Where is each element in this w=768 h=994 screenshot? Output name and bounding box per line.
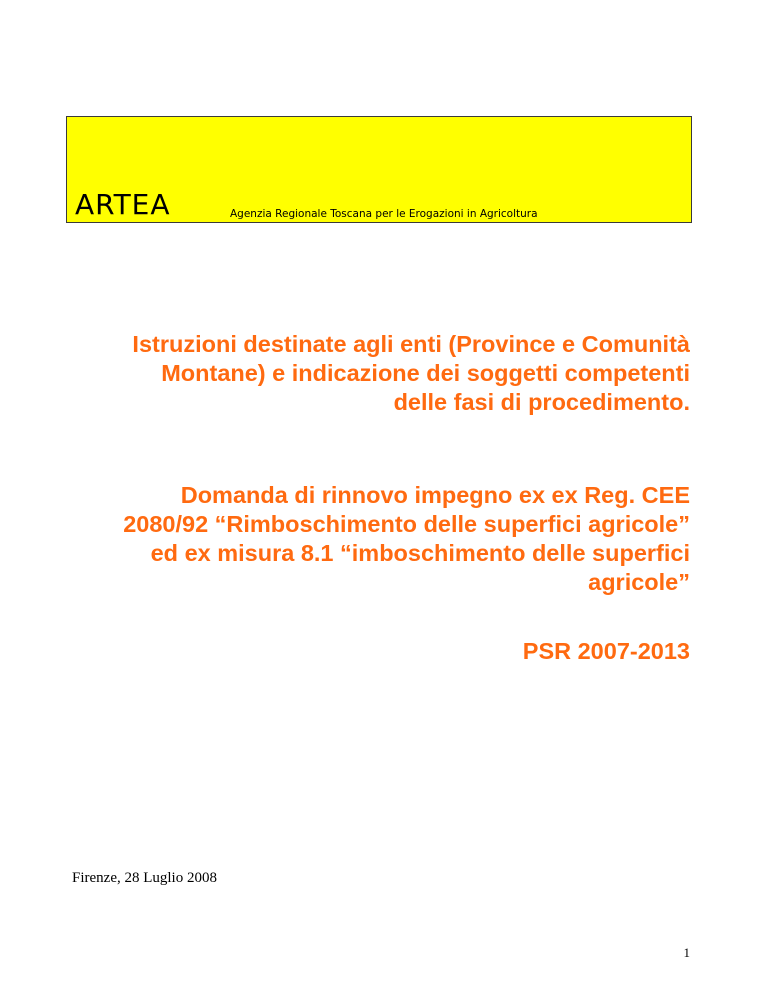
application-title: Domanda di rinnovo impegno ex ex Reg. CEE 2080/92 “Rimboschimento delle superfici agricole” ed ex misura 8.1 “imboschimento delle superfici agricole” <box>123 482 690 595</box>
agency-full-name: Agenzia Regionale Toscana per le Erogazioni in Agricoltura <box>230 208 538 220</box>
program-title: PSR 2007-2013 <box>522 638 690 664</box>
page-number: 1 <box>683 945 690 960</box>
place-and-date: Firenze, 28 Luglio 2008 <box>72 870 217 886</box>
artea-logo-text: ARTEA <box>75 188 171 221</box>
instructions-title: Istruzioni destinate agli enti (Province e Comunità Montane) e indicazione dei soggetti competenti delle fasi di procedimento. <box>132 331 690 415</box>
artea-header-banner <box>66 116 692 223</box>
